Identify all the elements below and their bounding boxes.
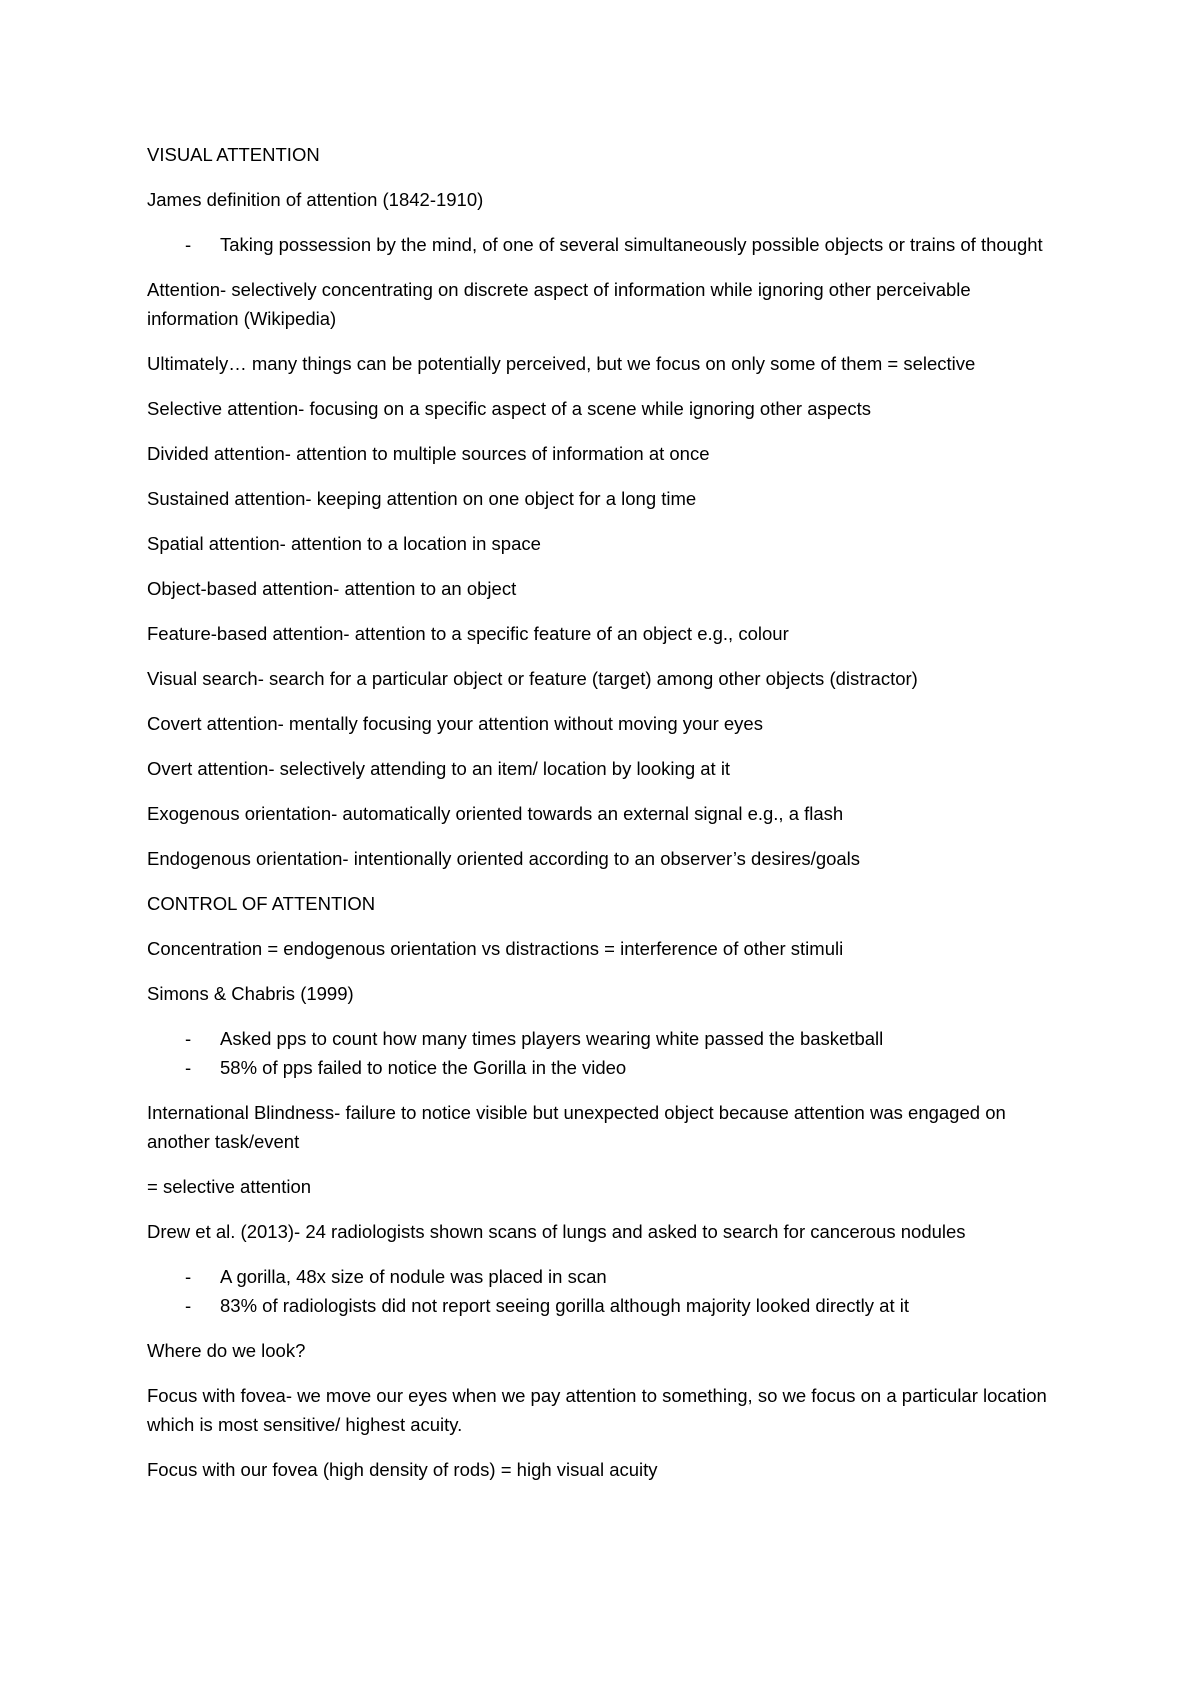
dash-bullet-icon: - xyxy=(185,234,192,255)
paragraph: Endogenous orientation- intentionally oriented according to an observer’s desires/goals xyxy=(147,848,861,869)
paragraph: Ultimately… many things can be potentially perceived, but we focus on only some of them = selective xyxy=(147,353,976,374)
dash-bullet-icon: - xyxy=(185,1266,192,1287)
paragraph: VISUAL ATTENTION xyxy=(147,144,320,165)
dash-bullet-icon: - xyxy=(185,1295,192,1316)
paragraph: Drew et al. (2013)- 24 radiologists shown scans of lungs and asked to search for cancerous nodules xyxy=(147,1221,966,1242)
paragraph: Overt attention- selectively attending to an item/ location by looking at it xyxy=(147,758,731,779)
bullet-item xyxy=(147,1024,1067,1053)
bullet-text: 58% of pps failed to notice the Gorilla in the video xyxy=(220,1057,627,1078)
paragraph: Selective attention- focusing on a specific aspect of a scene while ignoring other aspects xyxy=(147,398,871,419)
paragraph: Sustained attention- keeping attention on one object for a long time xyxy=(147,488,697,509)
paragraph: Where do we look? xyxy=(147,1340,306,1361)
paragraph: Focus with fovea- we move our eyes when we pay attention to something, so we focus on a particular location which is most sensitive/ highest acuity. xyxy=(147,1385,1047,1435)
paragraph: Simons & Chabris (1999) xyxy=(147,983,354,1004)
paragraph: Exogenous orientation- automatically oriented towards an external signal e.g., a flash xyxy=(147,803,844,824)
bullet-text: Taking possession by the mind, of one of several simultaneously possible objects or trains of thought xyxy=(220,234,1043,255)
paragraph: Divided attention- attention to multiple sources of information at once xyxy=(147,443,710,464)
paragraph: CONTROL OF ATTENTION xyxy=(147,893,376,914)
paragraph: Attention- selectively concentrating on discrete aspect of information while ignoring other perceivable information (Wikipedia) xyxy=(147,279,971,329)
paragraph: Focus with our fovea (high density of rods) = high visual acuity xyxy=(147,1459,658,1480)
paragraph: Visual search- search for a particular object or feature (target) among other objects (distractor) xyxy=(147,668,918,689)
bullet-text: A gorilla, 48x size of nodule was placed in scan xyxy=(220,1266,607,1287)
paragraph: International Blindness- failure to notice visible but unexpected object because attention was engaged on another task/event xyxy=(147,1102,1006,1152)
paragraph: James definition of attention (1842-1910) xyxy=(147,189,484,210)
paragraph: Concentration = endogenous orientation vs distractions = interference of other stimuli xyxy=(147,938,844,959)
dash-bullet-icon: - xyxy=(185,1057,192,1078)
paragraph: Object-based attention- attention to an object xyxy=(147,578,517,599)
bullet-list xyxy=(147,230,1067,259)
bullet-text: 83% of radiologists did not report seeing gorilla although majority looked directly at it xyxy=(220,1295,909,1316)
document-page xyxy=(147,140,1067,1500)
bullet-list xyxy=(147,1024,1067,1082)
bullet-item xyxy=(147,1262,1067,1291)
bullet-item xyxy=(147,1291,1067,1320)
paragraph: Covert attention- mentally focusing your attention without moving your eyes xyxy=(147,713,763,734)
bullet-item xyxy=(147,1053,1067,1082)
paragraph: = selective attention xyxy=(147,1176,312,1197)
bullet-text: Asked pps to count how many times players wearing white passed the basketball xyxy=(220,1028,884,1049)
dash-bullet-icon: - xyxy=(185,1028,192,1049)
paragraph: Feature-based attention- attention to a specific feature of an object e.g., colour xyxy=(147,623,789,644)
bullet-item xyxy=(147,230,1067,259)
bullet-list xyxy=(147,1262,1067,1320)
paragraph: Spatial attention- attention to a location in space xyxy=(147,533,541,554)
